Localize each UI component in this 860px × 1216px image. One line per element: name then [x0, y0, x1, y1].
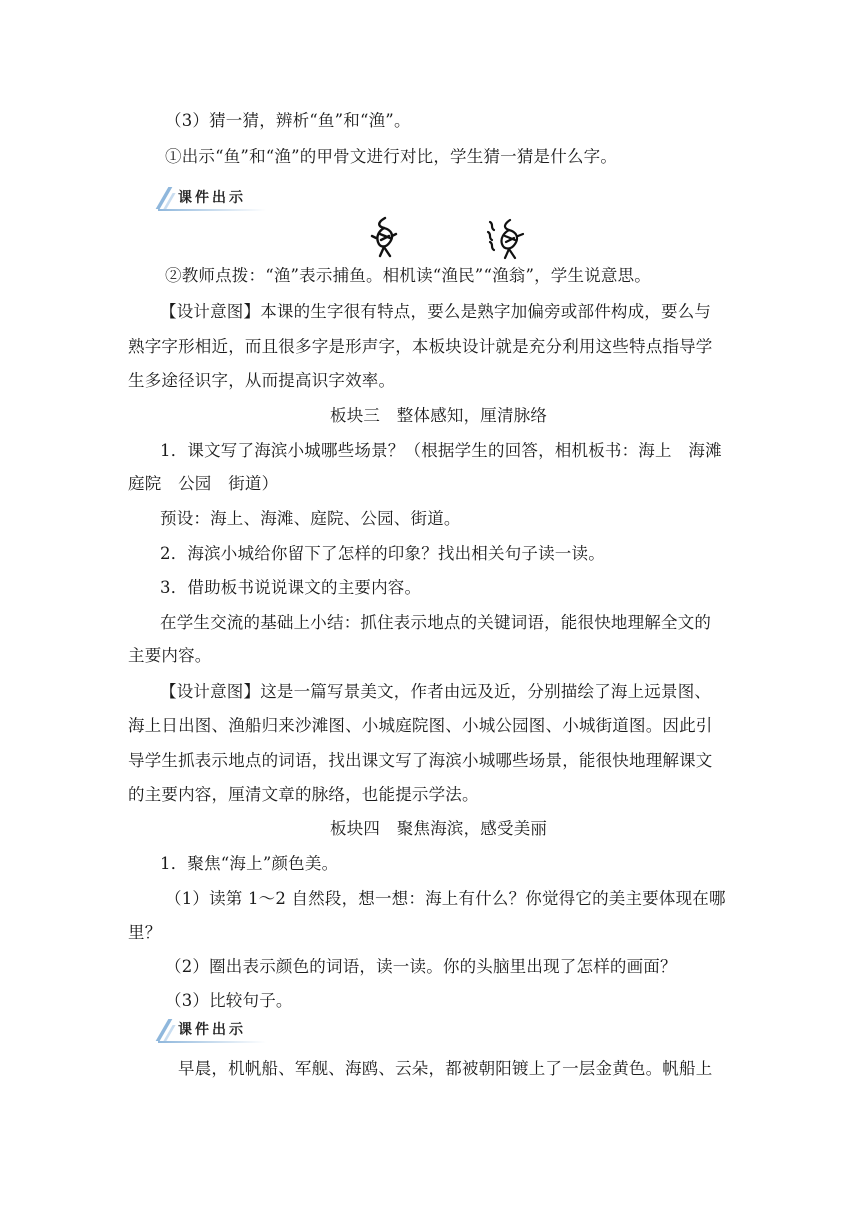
- text-line: （2）圈出表示颜色的词语，读一读。你的头脑里出现了怎样的画面？: [165, 957, 677, 976]
- text-line: 的主要内容，厘清文章的脉络，也能提示学法。: [128, 785, 479, 804]
- oracle-bone-fishing-glyph: [484, 216, 528, 260]
- text-line: 海上日出图、渔船归来沙滩图、小城庭院图、小城公园图、小城街道图。因此引: [128, 716, 713, 735]
- callout-underline: [158, 1041, 266, 1043]
- text-line: （1）读第 1～2 自然段，想一想：海上有什么？你觉得它的美主要体现在哪: [165, 889, 726, 908]
- text-line: 导学生抓表示地点的词语，找出课文写了海滨小城哪些场景，能很快地理解课文: [128, 751, 713, 770]
- callout-label: 课件出示: [178, 1022, 246, 1038]
- text-line: 预设：海上、海滩、庭院、公园、街道。: [160, 509, 461, 528]
- text-line: 在学生交流的基础上小结：抓住表示地点的关键词语，能很快地理解全文的: [160, 613, 712, 632]
- courseware-callout: [158, 1017, 268, 1043]
- section-heading: 板块四 聚焦海滨，感受美丽: [330, 819, 548, 838]
- text-line: 早晨，机帆船、军舰、海鸥、云朵，都被朝阳镀上了一层金黄色。帆船上: [178, 1059, 713, 1078]
- text-line: 主要内容。: [128, 646, 212, 665]
- text-line: ①出示“鱼”和“渔”的甲骨文进行对比，学生猜一猜是什么字。: [165, 147, 618, 166]
- text-line: ②教师点拨：“渔”表示捕鱼。相机读“渔民”“渔翁”，学生说意思。: [165, 266, 652, 285]
- courseware-callout: [158, 185, 268, 211]
- text-line: 熟字字形相近，而且很多字是形声字，本板块设计就是充分利用这些特点指导学: [128, 337, 713, 356]
- text-line: 【设计意图】本课的生字很有特点，要么是熟字加偏旁或部件构成，要么与: [160, 302, 712, 321]
- text-line: 2．海滨小城给你留下了怎样的印象？找出相关句子读一读。: [160, 544, 605, 563]
- text-line: 【设计意图】这是一篇写景美文，作者由远及近，分别描绘了海上远景图、: [160, 682, 712, 701]
- text-line: 庭院 公园 街道）: [128, 474, 279, 493]
- section-heading: 板块三 整体感知，厘清脉络: [330, 406, 548, 425]
- text-line: （3）猜一猜，辨析“鱼”和“渔”。: [165, 111, 411, 130]
- text-line: 3．借助板书说说课文的主要内容。: [160, 578, 422, 597]
- callout-label: 课件出示: [178, 190, 246, 206]
- text-line: 里？: [128, 923, 162, 942]
- text-line: （3）比较句子。: [165, 991, 293, 1010]
- text-line: 1．聚焦“海上”颜色美。: [160, 854, 339, 873]
- text-line: 生多途径识字，从而提高识字效率。: [128, 371, 396, 390]
- oracle-bone-fish-glyph: [368, 216, 402, 260]
- callout-underline: [158, 209, 266, 211]
- text-line: 1．课文写了海滨小城哪些场景？（根据学生的回答，相机板书：海上 海滩: [160, 441, 722, 460]
